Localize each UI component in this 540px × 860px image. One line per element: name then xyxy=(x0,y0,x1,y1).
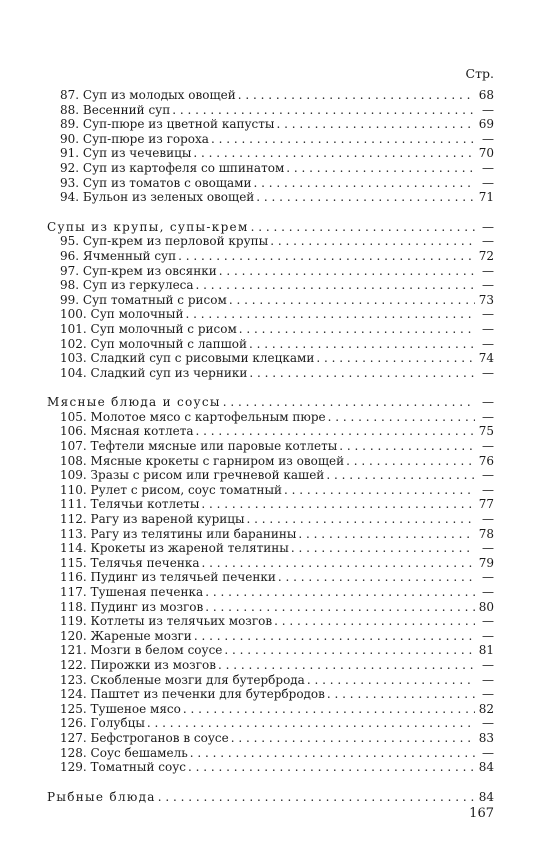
toc-entry xyxy=(47,234,494,249)
toc-entry xyxy=(47,161,494,176)
entry-title: 89. Суп-пюре из цветной капусты xyxy=(60,117,275,132)
toc-entry xyxy=(47,439,494,454)
entry-page-number: — xyxy=(482,672,494,687)
toc-entry xyxy=(47,366,494,381)
entry-title: 102. Суп молочный с лапшой xyxy=(60,336,247,351)
entry-page-number: — xyxy=(482,365,494,380)
toc-entry xyxy=(47,497,494,512)
group-spacer xyxy=(47,775,494,790)
dot-leader xyxy=(249,366,475,381)
entry-page-number: 72 xyxy=(478,248,494,263)
entry-title: 93. Суп из томатов с овощами xyxy=(60,175,252,190)
dot-leader xyxy=(270,234,475,249)
entry-page-number: 78 xyxy=(478,526,494,541)
entry-title: 98. Суп из геркулеса xyxy=(60,278,194,293)
toc-entry xyxy=(47,687,494,702)
entry-title: 127. Бефстроганов в соусе xyxy=(60,730,229,745)
toc-entry xyxy=(47,249,494,264)
entry-title: 119. Котлеты из телячьих мозгов xyxy=(60,614,273,629)
toc-entry xyxy=(47,673,494,688)
dot-leader xyxy=(316,351,475,366)
entry-page-number: — xyxy=(482,541,494,556)
dot-leader xyxy=(223,395,475,410)
section-title: Супы из крупы, супы-крем xyxy=(47,219,249,234)
entry-page-number: 71 xyxy=(478,190,494,205)
toc-entry xyxy=(47,658,494,673)
toc-entry xyxy=(47,176,494,191)
entry-page-number: — xyxy=(482,131,494,146)
group-spacer xyxy=(47,205,494,220)
dot-leader xyxy=(185,307,475,322)
dot-leader xyxy=(286,161,475,176)
entry-title: 108. Мясные крокеты с гарниром из овощей xyxy=(60,453,345,468)
toc-entry xyxy=(47,278,494,293)
dot-leader xyxy=(172,103,475,118)
toc-entry xyxy=(47,716,494,731)
toc-entry xyxy=(47,88,494,103)
toc-entry xyxy=(47,322,494,337)
entry-page-number: — xyxy=(482,687,494,702)
toc-entry xyxy=(47,103,494,118)
entry-page-number: — xyxy=(482,219,494,234)
entry-page-number: — xyxy=(482,628,494,643)
entry-page-number: — xyxy=(482,482,494,497)
entry-title: 100. Суп молочный xyxy=(60,307,184,322)
entry-title: 88. Весенний суп xyxy=(60,102,171,117)
entry-page-number: — xyxy=(482,745,494,760)
entry-page-number: 84 xyxy=(478,760,494,775)
dot-leader xyxy=(211,132,475,147)
entry-title: 104. Сладкий суп из черники xyxy=(60,365,248,380)
toc-entry xyxy=(47,541,494,556)
entry-page-number: — xyxy=(482,336,494,351)
entry-title: 101. Суп молочный с рисом xyxy=(60,321,237,336)
toc-entry xyxy=(47,293,494,308)
dot-leader xyxy=(339,439,475,454)
table-of-contents xyxy=(47,88,494,804)
dot-leader xyxy=(188,760,475,775)
toc-entry xyxy=(47,454,494,469)
dot-leader xyxy=(224,643,475,658)
entry-page-number: — xyxy=(482,570,494,585)
dot-leader xyxy=(218,658,475,673)
dot-leader xyxy=(229,293,475,308)
entry-title: 110. Рулет с рисом, соус томатный xyxy=(60,482,283,497)
entry-page-number: — xyxy=(482,439,494,454)
entry-title: 97. Суп-крем из овсянки xyxy=(60,263,217,278)
toc-entry xyxy=(47,468,494,483)
dot-leader xyxy=(178,249,475,264)
section-heading xyxy=(47,395,494,410)
toc-entry xyxy=(47,527,494,542)
entry-page-number: — xyxy=(482,234,494,249)
section-title: Мясные блюда и соусы xyxy=(47,395,221,410)
dot-leader xyxy=(196,424,475,439)
entry-page-number: — xyxy=(482,175,494,190)
dot-leader xyxy=(256,190,475,205)
toc-entry xyxy=(47,146,494,161)
dot-leader xyxy=(193,146,475,161)
toc-entry xyxy=(47,117,494,132)
dot-leader xyxy=(201,497,475,512)
entry-page-number: 80 xyxy=(478,599,494,614)
toc-entry xyxy=(47,731,494,746)
group-spacer xyxy=(47,380,494,395)
section-heading xyxy=(47,790,494,805)
toc-entry xyxy=(47,643,494,658)
entry-title: 87. Суп из молодых овощей xyxy=(60,88,236,102)
entry-title: 112. Рагу из вареной курицы xyxy=(60,512,245,527)
dot-leader xyxy=(205,585,475,600)
entry-title: 91. Суп из чечевицы xyxy=(60,146,192,161)
dot-leader xyxy=(346,454,475,469)
dot-leader xyxy=(194,629,475,644)
dot-leader xyxy=(238,88,475,103)
dot-leader xyxy=(276,117,475,132)
toc-entry xyxy=(47,351,494,366)
toc-entry xyxy=(47,424,494,439)
toc-entry xyxy=(47,307,494,322)
toc-entry xyxy=(47,585,494,600)
entry-page-number: — xyxy=(482,409,494,424)
entry-title: 125. Тушеное мясо xyxy=(60,701,181,716)
entry-title: 111. Телячьи котлеты xyxy=(60,497,200,512)
dot-leader xyxy=(205,600,475,615)
entry-title: 124. Паштет из печенки для бутербродов xyxy=(60,687,325,702)
dot-leader xyxy=(307,673,475,688)
toc-entry xyxy=(47,760,494,775)
toc-entry xyxy=(47,702,494,717)
entry-page-number: 69 xyxy=(478,117,494,132)
entry-title: 117. Тушеная печенка xyxy=(60,585,204,599)
entry-title: 126. Голубцы xyxy=(60,716,145,731)
entry-title: 128. Соус бешамель xyxy=(60,745,188,760)
toc-entry xyxy=(47,629,494,644)
dot-leader xyxy=(291,541,475,556)
entry-title: 96. Ячменный суп xyxy=(60,248,177,263)
dot-leader xyxy=(251,220,475,235)
entry-page-number: 74 xyxy=(478,351,494,366)
entry-page-number: — xyxy=(482,395,494,410)
dot-leader xyxy=(253,176,475,191)
dot-leader xyxy=(158,790,475,805)
entry-page-number: 68 xyxy=(478,88,494,102)
entry-page-number: 70 xyxy=(478,146,494,161)
entry-title: 114. Крокеты из жареной телятины xyxy=(60,541,289,556)
entry-page-number: 75 xyxy=(478,424,494,439)
toc-entry xyxy=(47,600,494,615)
entry-page-number: — xyxy=(482,657,494,672)
toc-entry xyxy=(47,570,494,585)
dot-leader xyxy=(239,322,475,337)
dot-leader xyxy=(247,512,475,527)
entry-page-number: — xyxy=(482,102,494,117)
entry-title: 122. Пирожки из мозгов xyxy=(60,657,216,672)
toc-entry xyxy=(47,264,494,279)
entry-title: 115. Телячья печенка xyxy=(60,555,200,570)
dot-leader xyxy=(328,410,475,425)
entry-title: 129. Томатный соус xyxy=(60,760,186,775)
entry-title: 95. Суп-крем из перловой крупы xyxy=(60,234,269,249)
entry-title: 107. Тефтели мясные или паровые котлеты xyxy=(60,439,338,454)
dot-leader xyxy=(249,337,475,352)
entry-page-number: 73 xyxy=(478,292,494,307)
toc-entry xyxy=(47,190,494,205)
entry-page-number: — xyxy=(482,321,494,336)
toc-entry xyxy=(47,132,494,147)
dot-leader xyxy=(278,570,475,585)
entry-page-number: 81 xyxy=(478,643,494,658)
toc-entry xyxy=(47,410,494,425)
entry-page-number: — xyxy=(482,512,494,527)
entry-page-number: 77 xyxy=(478,497,494,512)
entry-page-number: 83 xyxy=(478,730,494,745)
entry-page-number: — xyxy=(482,716,494,731)
toc-entry xyxy=(47,746,494,761)
dot-leader xyxy=(196,278,475,293)
entry-page-number: — xyxy=(482,614,494,629)
toc-entry xyxy=(47,337,494,352)
section-heading xyxy=(47,220,494,235)
page-column-label: Стр. xyxy=(465,66,494,81)
dot-leader xyxy=(183,702,475,717)
dot-leader xyxy=(326,468,475,483)
toc-entry xyxy=(47,512,494,527)
entry-title: 103. Сладкий суп с рисовыми клецками xyxy=(60,351,315,366)
entry-title: 99. Суп томатный с рисом xyxy=(60,292,227,307)
entry-page-number: — xyxy=(482,585,494,599)
dot-leader xyxy=(231,731,475,746)
dot-leader xyxy=(298,527,475,542)
entry-page-number: — xyxy=(482,307,494,322)
entry-title: 113. Рагу из телятины или баранины xyxy=(60,526,297,541)
entry-title: 106. Мясная котлета xyxy=(60,424,194,439)
entry-title: 116. Пудинг из телячьей печенки xyxy=(60,570,276,585)
entry-page-number: — xyxy=(482,160,494,175)
entry-title: 92. Суп из картофеля со шпинатом xyxy=(60,160,285,175)
entry-title: 118. Пудинг из мозгов xyxy=(60,599,204,614)
entry-page-number: — xyxy=(482,263,494,278)
entry-page-number: 76 xyxy=(478,453,494,468)
section-title: Рыбные блюда xyxy=(47,789,156,804)
entry-title: 109. Зразы с рисом или гречневой кашей xyxy=(60,468,325,483)
dot-leader xyxy=(201,556,475,571)
entry-page-number: 79 xyxy=(478,555,494,570)
entry-page-number: — xyxy=(482,468,494,483)
entry-title: 121. Мозги в белом соусе xyxy=(60,643,223,658)
dot-leader xyxy=(190,746,475,761)
toc-entry xyxy=(47,556,494,571)
entry-title: 94. Бульон из зеленых овощей xyxy=(60,190,255,205)
dot-leader xyxy=(219,264,475,279)
entry-title: 120. Жареные мозги xyxy=(60,628,192,643)
toc-entry xyxy=(47,483,494,498)
dot-leader xyxy=(284,483,475,498)
entry-page-number: 84 xyxy=(478,789,494,804)
dot-leader xyxy=(274,614,475,629)
entry-page-number: — xyxy=(482,278,494,293)
dot-leader xyxy=(327,687,475,702)
toc-entry xyxy=(47,614,494,629)
entry-title: 90. Суп-пюре из гороха xyxy=(60,131,209,146)
dot-leader xyxy=(147,716,475,731)
entry-title: 105. Молотое мясо с картофельным пюре xyxy=(60,409,326,424)
entry-title: 123. Скобленые мозги для бутерброда xyxy=(60,672,305,687)
entry-page-number: 82 xyxy=(478,701,494,716)
page-number: 167 xyxy=(469,806,494,821)
